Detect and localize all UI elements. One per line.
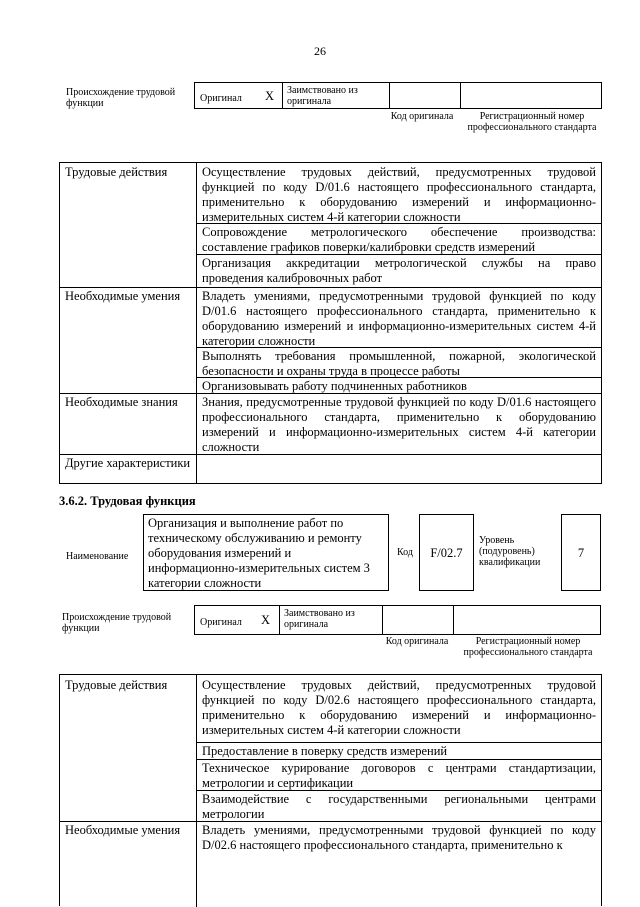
action-item: Взаимодействие с государственными региональными центрами метрологии [202, 792, 596, 821]
code-original-caption: Код оригинала [385, 636, 449, 647]
action-item: Предоставление в поверку средств измерений [202, 744, 448, 758]
actions-label: Трудовые действия [65, 678, 168, 692]
code-label: Код [397, 547, 413, 558]
action-item: Техническое курирование договоров с центрами стандартизации, метрологии и сертификации [202, 761, 596, 790]
skills-label: Необходимые умения [65, 823, 181, 837]
action-item: Осуществление трудовых действий, предусмотренных трудовой функцией по коду D/02.6 настоящего профессионального стандарта, применительно к оборудованию измерений и информационно-измерительных систем 4-й категории сложности [202, 678, 596, 737]
actions-label: Трудовые действия [65, 165, 168, 179]
origin-table [194, 82, 602, 109]
other-label: Другие характеристики [65, 456, 191, 470]
origin-table [194, 605, 601, 635]
name-label: Наименование [66, 551, 129, 562]
section-heading: 3.6.2. Трудовая функция [59, 494, 196, 508]
borrowed-label: Заимствовано из оригинала [287, 85, 358, 107]
skill-item: Владеть умениями, предусмотренными трудовой функцией по коду D/02.6 настоящего профессионального стандарта, применительно к [202, 823, 596, 852]
original-label: Оригинал [200, 93, 242, 104]
action-item: Сопровождение метрологического обеспечение производства: составление графиков поверки/калибровки средств измерений [202, 225, 596, 254]
reg-number-caption: Регистрационный номер профессионального стандарта [467, 111, 597, 133]
original-mark: X [265, 89, 275, 103]
knowledge-label: Необходимые знания [65, 395, 178, 409]
function-code: F/02.7 [430, 546, 463, 560]
original-label: Оригинал [200, 617, 242, 628]
function-name: Организация и выполнение работ по техническому обслуживанию и ремонту оборудования измерений и информационно-измерительных систем 3 категории сложности [148, 516, 370, 590]
knowledge-item: Знания, предусмотренные трудовой функцией по коду D/01.6 настоящего профессионального стандарта, применительно к оборудованию измерений и информационно-измерительных систем 4-й категории сложности [202, 395, 596, 454]
borrowed-label: Заимствовано из оригинала [284, 608, 355, 630]
skill-item: Выполнять требования промышленной, пожарной, экологической безопасности и охраны труда в процессе работы [202, 349, 596, 378]
code-box [419, 514, 474, 591]
labor-table-2 [59, 674, 602, 906]
labor-table-1 [59, 162, 602, 484]
page-number: 26 [314, 44, 326, 58]
function-name-box [143, 514, 389, 591]
original-mark: X [261, 613, 271, 627]
reg-number-caption: Регистрационный номер профессионального стандарта [463, 636, 593, 658]
skill-item: Организовывать работу подчиненных работников [202, 379, 467, 393]
level-label: Уровень (подуровень) квалификации [479, 535, 541, 568]
action-item: Организация аккредитации метрологической службы на право проведения калибровочных работ [202, 256, 596, 285]
origin-label: Происхождение трудовой функции [66, 87, 176, 109]
level-value: 7 [577, 546, 585, 560]
action-item: Осуществление трудовых действий, предусмотренных трудовой функцией по коду D/01.6 настоящего профессионального стандарта, применительно к оборудованию измерений и информационно-измерительных систем 4-й категории сложности [202, 165, 596, 224]
origin-label: Происхождение трудовой функции [62, 612, 172, 634]
level-box [561, 514, 601, 591]
skill-item: Владеть умениями, предусмотренными трудовой функцией по коду D/01.6 настоящего профессионального стандарта, применительно к оборудованию измерений и информационно-измерительных систем 4-й категории сложности [202, 289, 596, 348]
code-original-caption: Код оригинала [390, 111, 454, 122]
skills-label: Необходимые умения [65, 289, 181, 303]
